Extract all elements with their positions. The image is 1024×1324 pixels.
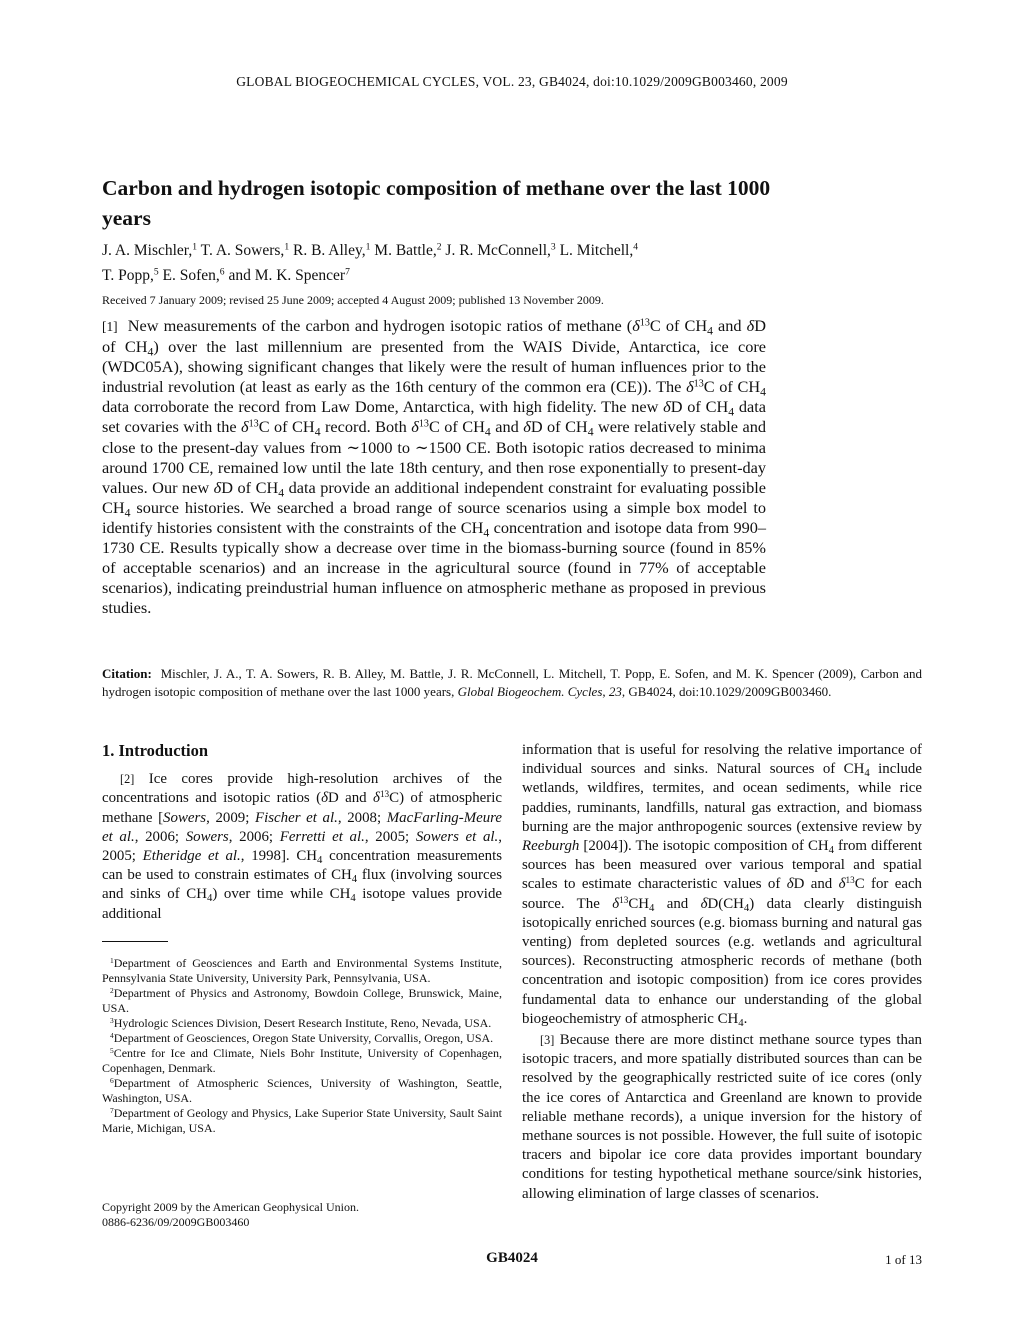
received-dates: Received 7 January 2009; revised 25 June 2009; accepted 4 August 2009; published 13 November 2009. <box>102 293 604 307</box>
author: and M. K. Spencer$^7$ <box>228 266 350 284</box>
paper-title: Carbon and hydrogen isotopic composition of methane over the last 1000 years <box>102 176 771 230</box>
author: T. A. Sowers,$^1$ <box>200 241 290 259</box>
section-heading: 1. Introduction <box>102 741 209 760</box>
footnote: $^5$Centre for Ice and Climate, Niels Bohr Institute, University of Copenhagen, Copenhagen, Denmark. <box>102 1045 502 1075</box>
author: T. Popp,$^5$ <box>102 266 159 284</box>
page-number: 1 of 13 <box>885 1252 922 1267</box>
footnote: $^1$Department of Geosciences and Earth and Environmental Systems Institute, Pennsylvania State University, University Park, Pennsylvania, USA. <box>102 955 502 985</box>
author-list <box>102 238 822 288</box>
body-column-right <box>522 741 922 1204</box>
author: L. Mitchell,$^4$ <box>559 241 638 259</box>
running-head: GLOBAL BIOGEOCHEMICAL CYCLES, VOL. 23, GB4024, doi:10.1029/2009GB003460, 2009 <box>236 74 788 89</box>
author: M. Battle,$^2$ <box>374 241 442 259</box>
footnote: $^7$Department of Geology and Physics, Lake Superior State University, Sault Saint Marie, Michigan, USA. <box>102 1105 502 1135</box>
footnote: $^4$Department of Geosciences, Oregon State University, Corvallis, Oregon, USA. <box>110 1030 494 1045</box>
paragraph: [2] Ice cores provide high-resolution archives of the concentrations and isotopic ratios (δD and $\delta^{13}C$) of atmospheric methane [Sowers, 2009; Fischer et al., 2008; MacFarling-Meure et al., 2006; Sowers, 2006; Ferretti et al., 2005; Sowers et al., 2005; Etheridge et al., 1998]. $CH_4$ concentration measurements can be used to constrain estimates of $CH_4$ flux (involving sources and sinks of $CH_4$) over time while $CH_4$ isotope values provide additional <box>102 771 503 922</box>
footnote-rule <box>102 941 168 942</box>
paragraph-number: [1] <box>102 319 118 334</box>
footnote: $^3$Hydrologic Sciences Division, Desert Research Institute, Reno, Nevada, USA. <box>110 1015 492 1030</box>
footnote: $^6$Department of Atmospheric Sciences, University of Washington, Seattle, Washington, USA. <box>102 1075 502 1105</box>
author: R. B. Alley,$^1$ <box>292 241 371 259</box>
footnote: $^2$Department of Physics and Astronomy, Bowdoin College, Brunswick, Maine, USA. <box>102 985 502 1015</box>
author: J. A. Mischler,$^1$ <box>102 241 198 259</box>
author: J. R. McConnell,$^3$ <box>445 241 556 259</box>
body-column-left <box>102 741 502 924</box>
paragraph-continued: information that is useful for resolving the relative importance of individual sources and sinks. Natural sources of $CH_4$ include wetlands, wildfires, termites, and ocean sediments, while rice paddies, ruminants, landfills, natural gas extraction, and biomass burning are the major anthropogenic sources (extensive review by Reeburgh [2004]). The isotopic composition of $CH_4$ from different sources has been measured over various temporal and spatial scales to estimate characteristic values of δD and $\delta^{13}C$ for each source. The $\delta^{13}CH_4$ and $\delta D(CH_4)$ data clearly distinguish isotopically enriched sources (e.g. biomass burning and natural gas venting) from depleted sources (e.g. wetlands and agricultural sources). Reconstructing atmospheric records of methane (both concentration and isotopic composition) from ice cores provides fundamental data to enhance our understanding of the global biogeochemistry of atmospheric $CH_4$. <box>522 742 922 1029</box>
paragraph: [3] Because there are more distinct methane source types than isotopic tracers, and more spatially distributed sources than can be resolved by the geographically restricted suite of ice cores (only the ice cores of Antarctica and Greenland are known to provide reliable methane records), a unique inversion for the history of methane sources is not possible. However, the full suite of isotopic tracers and bipolar ice core data provides important boundary conditions for testing hypothetical methane source/sink histories, allowing elimination of large classes of scenarios. <box>522 1032 922 1202</box>
article-id: GB4024 <box>486 1250 538 1266</box>
affiliation-footnotes <box>102 956 502 1136</box>
citation: Citation: Mischler, J. A., T. A. Sowers, R. B. Alley, M. Battle, J. R. McConnell, L. Mitchell, T. Popp, E. Sofen, and M. K. Spencer (2009), Carbon and hydrogen isotopic composition of methane over the last 1000 years, Global Biogeochem. Cycles, 23, GB4024, doi:10.1029/2009GB003460. <box>102 666 923 699</box>
abstract: [1] New measurements of the carbon and hydrogen isotopic ratios of methane ($\delta^{13}C$ of $CH_4$ and δD of $CH_4$) over the last millennium are presented from the WAIS Divide, Antarctica, ice core (WDC05A), showing significant changes that likely were the result of human influences prior to the industrial revolution (at least as early as the 16th century of the common era (CE)). The $\delta^{13}C$ of $CH_4$ data corroborate the record from Law Dome, Antarctica, with high fidelity. The new δD of $CH_4$ data set covaries with the $\delta^{13}C$ of $CH_4$ record. Both $\delta^{13}C$ of $CH_4$ and δD of $CH_4$ were relatively stable and close to the present-day values from ∼1000 to ∼1500 CE. Both isotopic ratios decreased to minima around 1700 CE, remained low until the late 18th century, and then rose exponentially to present-day values. Our new δD of $CH_4$ data provide an additional independent constraint for evaluating possible $CH_4$ source histories. We searched a broad range of source scenarios using a simple box model to identify histories consistent with the constraints of the $CH_4$ concentration and isotope data from 990–1730 CE. Results typically show a decrease over time in the biomass-burning source (found in 85% of acceptable scenarios) and an increase in the agricultural source (found in 77% of acceptable scenarios), indicating preindustrial human influence on atmospheric methane as proposed in previous studies. <box>102 316 767 618</box>
copyright-notice: Copyright 2009 by the American Geophysical Union. 0886-6236/09/2009GB003460 <box>102 1200 359 1229</box>
author: E. Sofen,$^6$ <box>162 266 225 284</box>
